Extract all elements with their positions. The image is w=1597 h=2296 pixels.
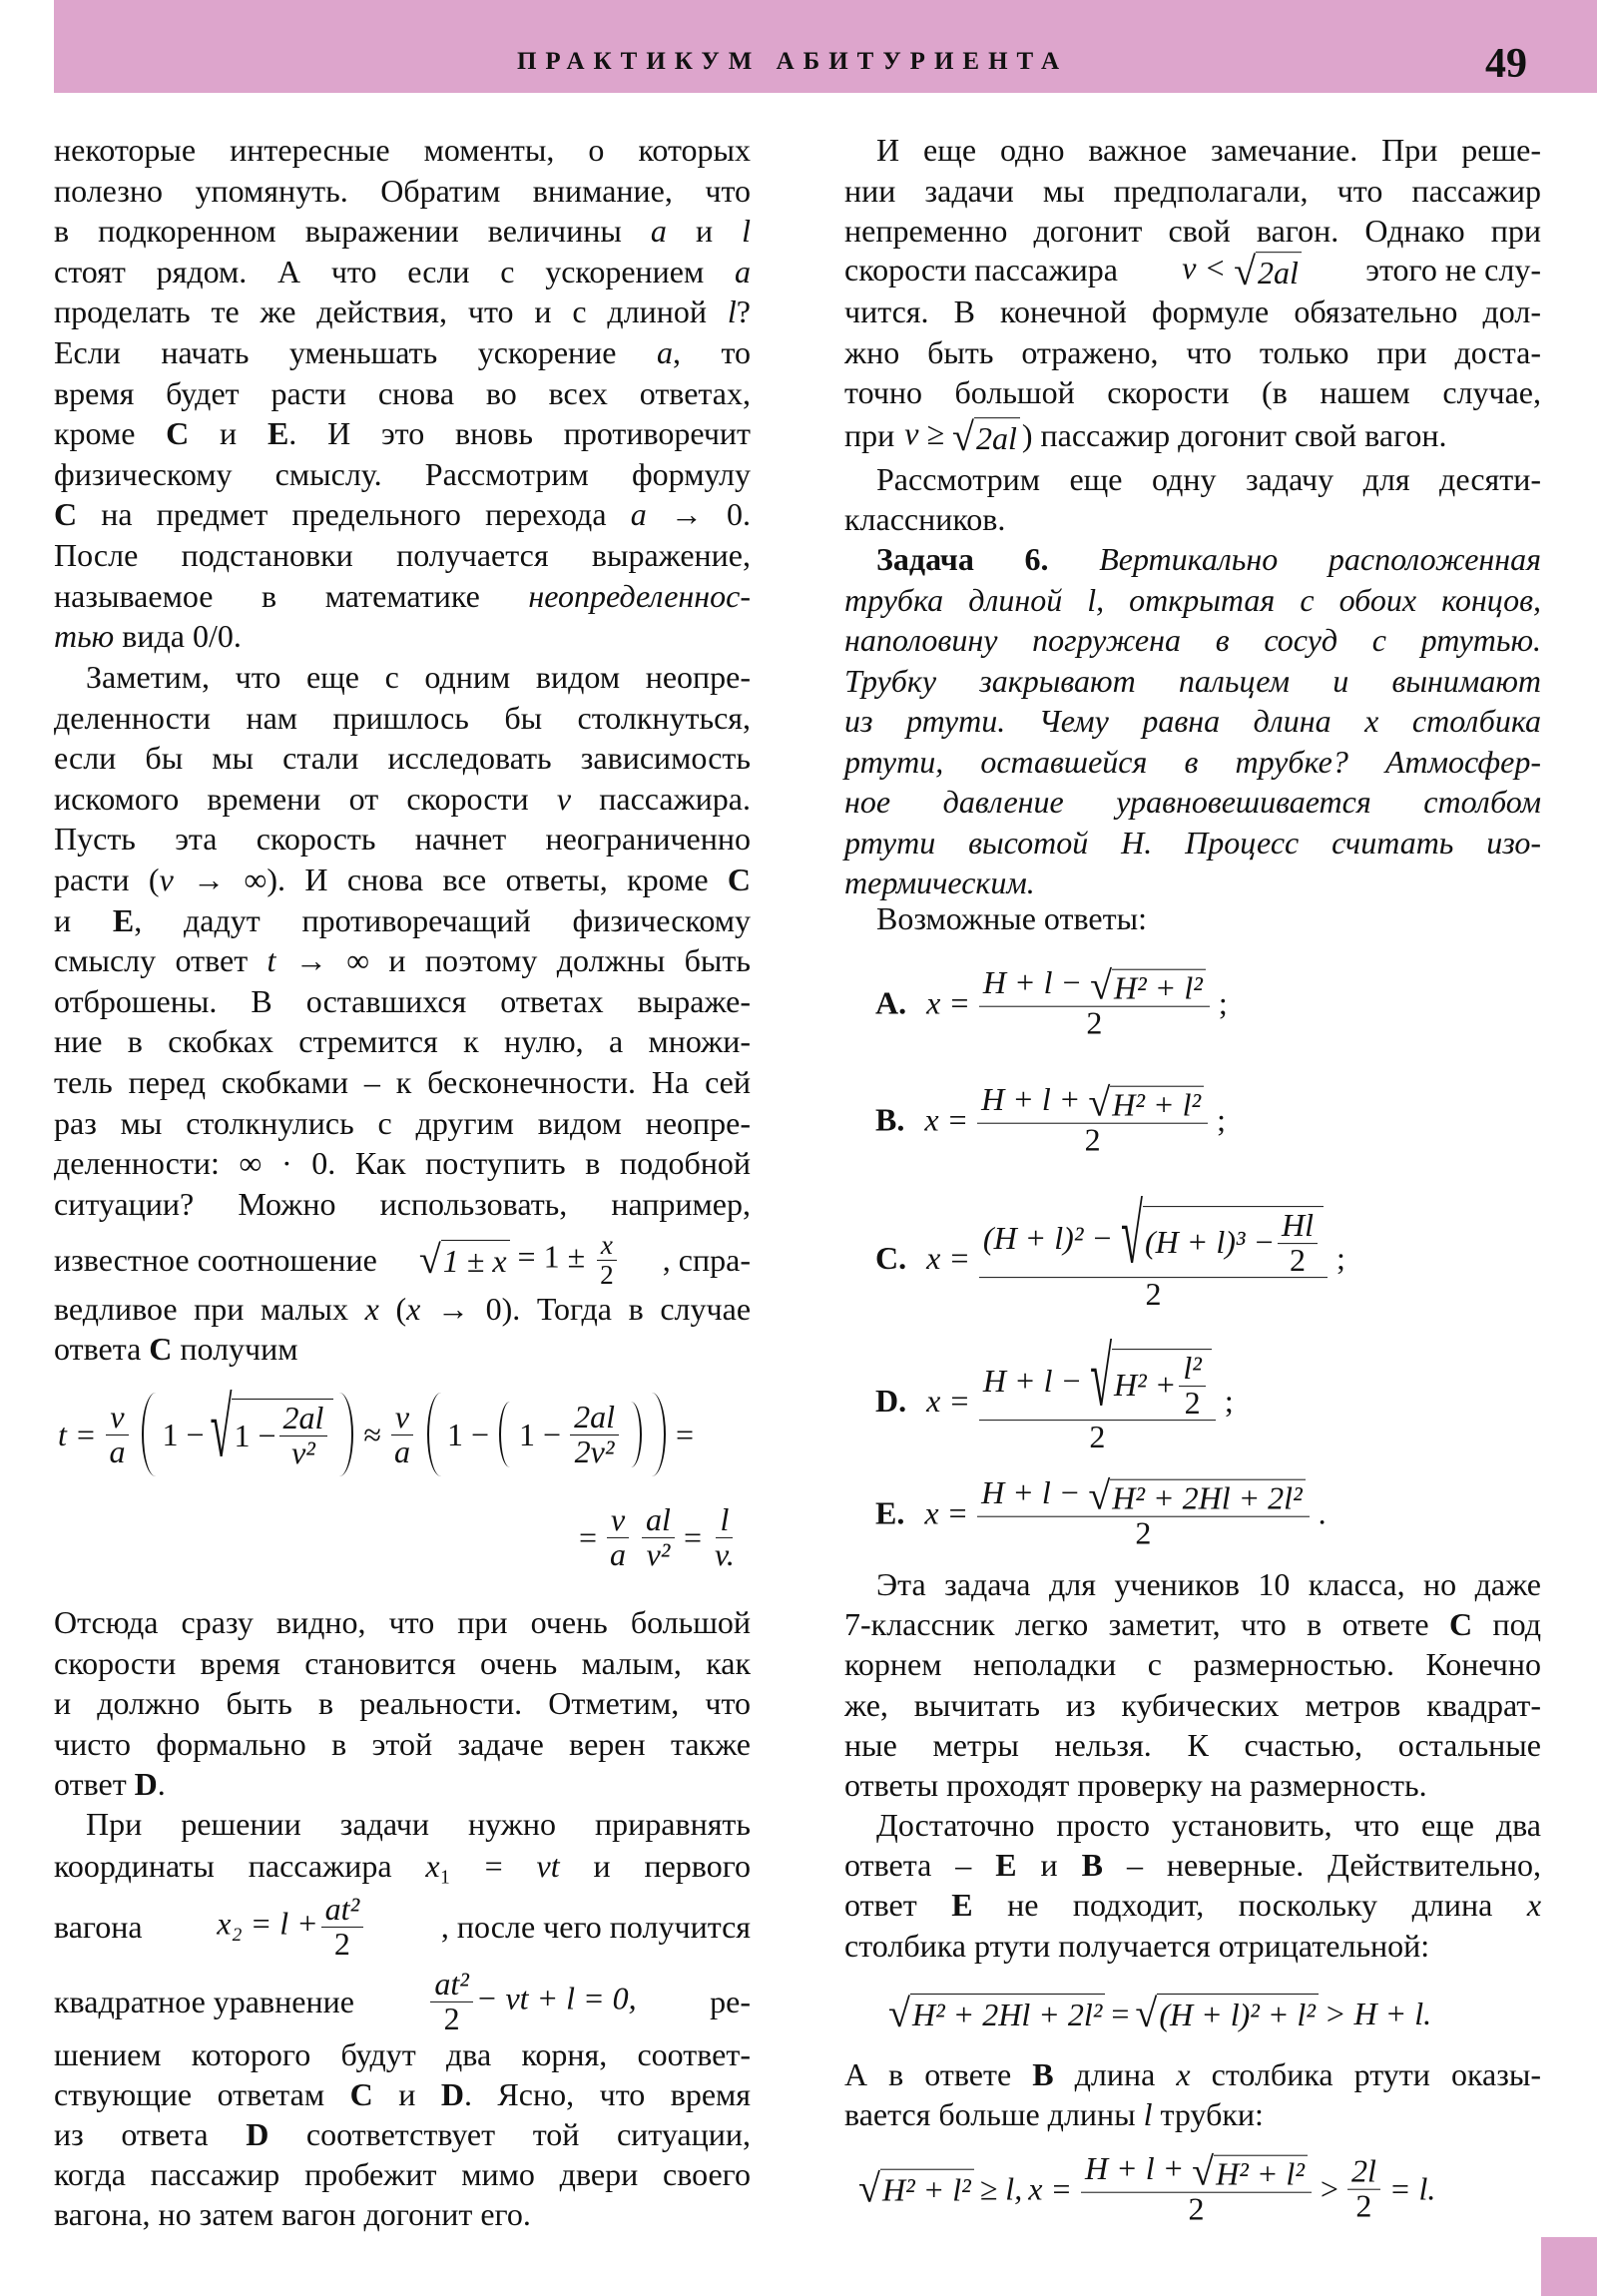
answer-d: D. x = H + l − √ H² + $\frac{\text{l²}}{2}$ 2 ;	[875, 1329, 1234, 1455]
inline-formula-line: вагона x₂ = l + $\frac{\text{at²}}{2}$ , после чего получится	[54, 1890, 751, 1962]
inline-formula-line: известное соотношение √ 1 ± x = 1 ± $\frac{x}{2}$ , спра-	[54, 1229, 751, 1290]
text-line: Рассмотрим еще одну задачу для десяти-	[876, 461, 1541, 497]
text-line: жно быть отражено, что только при доста-	[844, 333, 1541, 370]
paragraph	[844, 1805, 1541, 1966]
text-line: После подстановки получается выражение,	[54, 536, 751, 573]
display-formula-e-check: √ H² + 2Hl + 2l² = √ (H + l)² + l² > H + l.	[888, 1991, 1432, 2035]
text-line: ртути высотой H. Процесс считать изо-	[844, 824, 1541, 861]
text-line: деленности нам пришлось бы столкнуться,	[54, 699, 751, 736]
inline-formula-line: при v ≥ √ 2al ) пассажир догонит свой вагон.	[844, 413, 1447, 459]
text-line: из ответа D соответствует той ситуации,	[54, 2116, 751, 2152]
text-line: ние в скобках стремится к нулю, а множи-	[54, 1023, 751, 1060]
paragraph	[844, 1564, 1541, 1805]
text-line: скорости время становится очень малым, как	[54, 1644, 751, 1681]
text-line: А в ответе B длина x столбика ртути оказы-	[844, 2056, 1542, 2092]
text-line: 7-классник легко заметит, что в ответе C под	[844, 1606, 1542, 1643]
text-line: когда пассажир пробежит мимо двери своего	[54, 2156, 751, 2192]
inline-formula-line: скорости пассажира v < √ 2al этого не слу-	[844, 248, 1541, 293]
text-line: ствующие ответам C и D. Ясно, что время	[54, 2076, 752, 2112]
text-line: время будет расти снова во всех ответах,	[54, 374, 751, 411]
text-line: И еще одно важное замечание. При реше-	[876, 132, 1541, 168]
text-line: если бы мы стали исследовать зависимость	[54, 740, 751, 777]
answer-a: A. x = H + l − √ H² + l² 2 ;	[875, 962, 1228, 1041]
text-line: чисто формально в этой задаче верен также	[54, 1725, 751, 1762]
paragraph	[844, 459, 1541, 539]
text-line: ные метры нельзя. К счастью, остальные	[844, 1726, 1541, 1763]
text-line: ответа – E и B – неверные. Действительно,	[844, 1847, 1542, 1884]
page-number: 49	[1485, 41, 1527, 87]
answer-b: B. x = H + l + √ H² + l² 2 ;	[875, 1079, 1226, 1158]
text-line: ответ E не подходит, поскольку длина x	[844, 1887, 1542, 1924]
paragraph	[54, 130, 751, 657]
text-line: физическому смыслу. Рассмотрим формулу	[54, 455, 751, 492]
text-line: искомого времени от скорости v пассажира.	[54, 780, 752, 817]
display-formula-t: t = $\frac{v}{a}$ 1 − √ 1 − $\frac{2al}{\text{v²}}$ ≈ $\frac{v}{a}$ 1 − 1 − $\frac{2al}{\text{2v²}}$ =	[58, 1393, 694, 1476]
text-line: тель перед скобками – к бесконечности. На сей	[54, 1063, 751, 1100]
running-header	[54, 0, 1597, 93]
text-line: полезно упомянуть. Обратим внимание, что	[54, 172, 751, 209]
paragraph	[844, 2054, 1541, 2134]
text-line: точно большой скорости (в нашем случае,	[844, 374, 1541, 410]
text-line: в подкоренном выражении величины a и l	[54, 213, 751, 250]
text-line: Пусть эта скорость начнет неограниченно	[54, 821, 751, 858]
paragraph	[54, 2034, 751, 2234]
text-line: Достаточно просто установить, что еще два	[876, 1807, 1541, 1843]
paragraph	[54, 1289, 751, 1369]
text-line: ртути, оставшейся в трубке? Атмосфер-	[844, 743, 1541, 780]
inline-formula-line: квадратное уравнение $\frac{\text{at²}}{2}$ − vt + l = 0, ре-	[54, 1965, 751, 2036]
answer-e: E. x = H + l − √ H² + 2Hl + 2l² 2 .	[875, 1472, 1327, 1551]
text-line: расти (v → ∞). И снова все ответы, кроме C	[54, 861, 752, 897]
text-line: При решении задачи нужно приравнять	[86, 1806, 751, 1842]
text-line: проделать те же действия, что и с длиной l?	[54, 293, 751, 330]
text-line: кроме C и E. И это вновь противоречит	[54, 415, 752, 452]
text-line: ответы проходят проверку на размерность.	[844, 1766, 1427, 1803]
text-line: некоторые интересные моменты, о которых	[54, 132, 751, 168]
paragraph	[54, 1803, 751, 1887]
text-line: Возможные ответы:	[876, 900, 1147, 936]
paragraph	[54, 1602, 751, 1805]
corner-tab	[1541, 2237, 1597, 2296]
text-line: отброшены. В оставшихся ответах выраже-	[54, 982, 751, 1019]
text-line: ответ D.	[54, 1766, 166, 1803]
text-line: деленности: ∞ · 0. Как поступить в подобной	[54, 1145, 751, 1182]
text-line: раз мы столкнулись с другим видом неопре-	[54, 1104, 751, 1141]
paragraph	[54, 657, 751, 1224]
math-expression: √ 1 ± x = 1 ± $\frac{x}{2}$	[419, 1231, 621, 1289]
text-line: вагона, но затем вагон догонит его.	[54, 2196, 531, 2232]
text-line: столбика ртути получается отрицательной:	[844, 1927, 1430, 1964]
text-line: из ртути. Чему равна длина x столбика	[844, 703, 1541, 739]
problem-statement	[844, 539, 1541, 903]
text-line: координаты пассажира x₁ = vt и первого	[54, 1848, 752, 1884]
text-line: и должно быть в реальности. Отметим, что	[54, 1685, 751, 1722]
text-line: ответа C получим	[54, 1331, 298, 1367]
text-line: тью вида 0/0.	[54, 618, 242, 655]
text-line: Если начать уменьшать ускорение a, то	[54, 333, 752, 370]
text-line: термическим.	[844, 864, 1035, 900]
text-line: C на предмет предельного перехода a → 0.	[54, 496, 752, 533]
text-line: ведливое при малых x (x → 0). Тогда в случае	[54, 1291, 752, 1327]
text-line: называемое в математике неопределеннос-	[54, 577, 751, 614]
text-line: непременно догонит свой вагон. Однако при	[844, 213, 1541, 249]
header-title: ПРАКТИКУМ АБИТУРИЕНТА	[516, 48, 1068, 75]
text-line: корнем неполадки с размерностью. Конечно	[844, 1646, 1541, 1683]
answer-c: C. x = (H + l)² − √ (H + l)³ − $\frac{Hl}{2}$ 2 ;	[875, 1186, 1345, 1313]
text-line: Эта задача для учеников 10 класса, но даже	[876, 1566, 1541, 1602]
text-line: смыслу ответ t → ∞ и поэтому должны быть	[54, 942, 751, 979]
text-line: вается больше длины l трубки:	[844, 2096, 1264, 2132]
text-line: Задача 6. Вертикально расположенная	[876, 541, 1542, 577]
text-line: Трубку закрывают пальцем и вынимают	[844, 662, 1541, 699]
text-line: чится. В конечной формуле обязательно дол-	[844, 293, 1541, 329]
text-line: трубка длиной l, открытая с обоих концов,	[844, 581, 1541, 618]
display-formula-t-result: = $\frac{v}{a}$ $\frac{al}{\text{v²}}$ = $\frac{l}{v.}$	[579, 1500, 735, 1572]
paragraph	[844, 291, 1541, 413]
text-line: Отсюда сразу видно, что при очень большой	[54, 1604, 751, 1640]
text-line: стоят рядом. А что если с ускорением a	[54, 253, 751, 289]
text-line: и E, дадут противоречащий физическому	[54, 901, 751, 938]
text-line: Заметим, что еще с одним видом неопре-	[86, 659, 751, 695]
paragraph	[844, 898, 1541, 939]
paragraph	[844, 130, 1541, 252]
text-line: же, вычитать из кубических метров квадрат-	[844, 1686, 1541, 1723]
text-line: классников.	[844, 501, 1006, 537]
text-line: шением которого будут два корня, соответ-	[54, 2036, 751, 2072]
text-line: нии задачи мы предполагали, что пассажир	[844, 172, 1541, 209]
display-formula-b-check: √ H² + l² ≥ l, x = H + l + √ H² + l² 2 > $\frac{2l}{2}$ = l.	[858, 2148, 1436, 2227]
text-line: ситуации? Можно использовать, например,	[54, 1185, 751, 1222]
text-line: ное давление уравновешивается столбом	[844, 784, 1541, 820]
text-line: наполовину погружена в сосуд с ртутью.	[844, 622, 1541, 658]
